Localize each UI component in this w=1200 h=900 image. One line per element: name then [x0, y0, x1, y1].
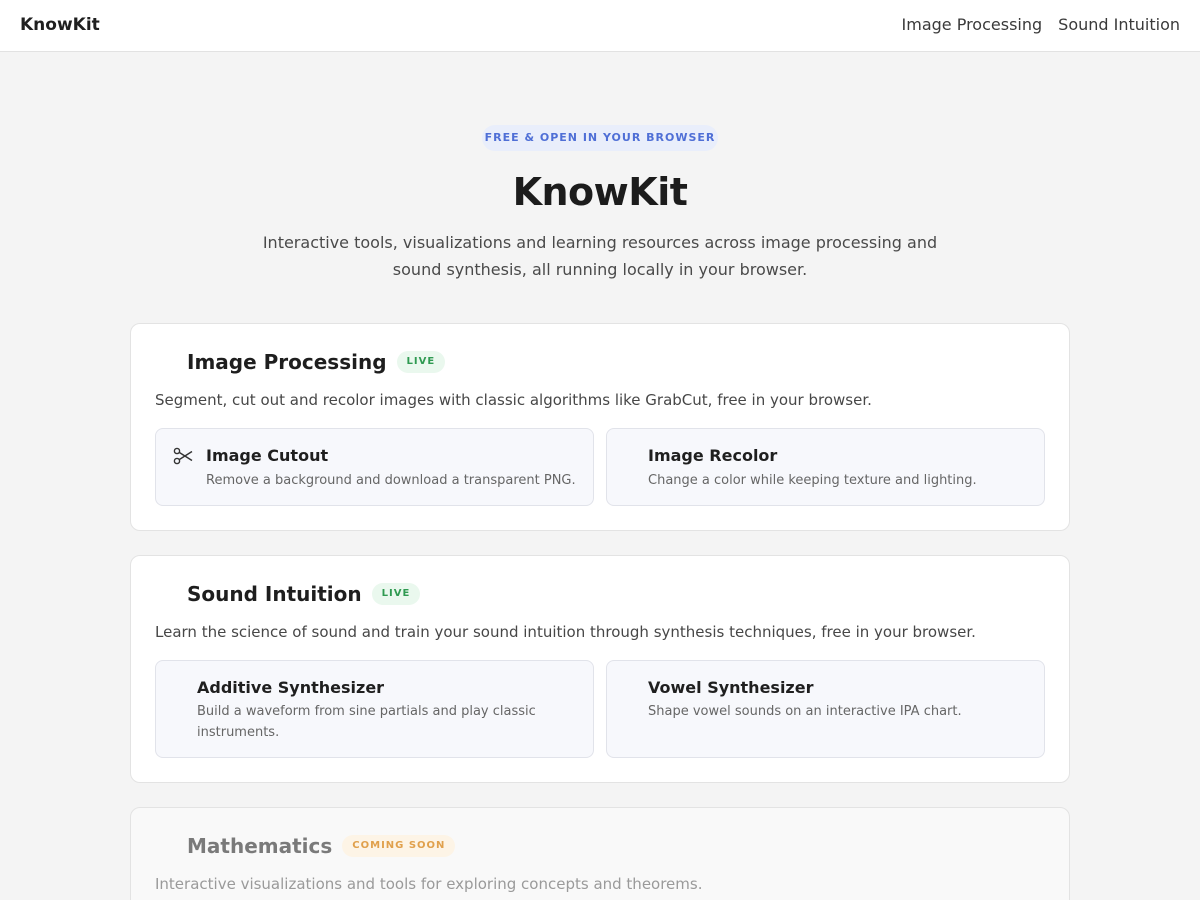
card-title: Image Cutout: [206, 446, 329, 465]
status-badge: LIVE: [397, 351, 446, 373]
section-title: Sound Intuition: [187, 582, 362, 606]
nav-link-sound-intuition[interactable]: Sound Intuition: [1058, 15, 1180, 34]
nav-link-image-processing[interactable]: Image Processing: [901, 15, 1043, 34]
section-mathematics: [130, 807, 1070, 900]
hero-subtitle: Interactive tools, visualizations and learning resources across image processing and sound synthesis, all running locally in your browser.: [262, 233, 938, 279]
tool-card-vowel-synthesizer[interactable]: [606, 660, 1045, 758]
section-description: Interactive visualizations and tools for exploring concepts and theorems.: [155, 875, 703, 893]
page-title: KnowKit: [512, 170, 688, 214]
hero-tag-pill: FREE & OPEN IN YOUR BROWSER: [482, 125, 718, 151]
card-description: Remove a background and download a transparent PNG.: [206, 473, 576, 488]
status-badge: COMING SOON: [342, 835, 455, 857]
tool-card-image-cutout[interactable]: [155, 428, 594, 506]
section-title: Mathematics: [187, 834, 333, 858]
card-title: Image Recolor: [648, 446, 778, 465]
section-description: Segment, cut out and recolor images with classic algorithms like GrabCut, free in your browser.: [155, 391, 872, 409]
card-description: Change a color while keeping texture and lighting.: [648, 473, 977, 488]
section-description: Learn the science of sound and train your sound intuition through synthesis techniques, free in your browser.: [155, 623, 976, 641]
scissors-icon: [172, 445, 194, 467]
section-sound-intuition: [130, 555, 1070, 783]
brand-logo-text[interactable]: KnowKit: [20, 15, 100, 35]
card-description: Shape vowel sounds on an interactive IPA chart.: [648, 704, 962, 719]
card-title: Vowel Synthesizer: [648, 678, 814, 697]
section-title: Image Processing: [187, 350, 387, 374]
tool-card-additive-synthesizer[interactable]: [155, 660, 594, 758]
tool-card-image-recolor[interactable]: [606, 428, 1045, 506]
top-navbar: [0, 0, 1200, 52]
card-description: Build a waveform from sine partials and play classic instruments.: [197, 704, 536, 740]
status-badge: LIVE: [372, 583, 421, 605]
top-nav: [902, 15, 1180, 34]
section-image-processing: [130, 323, 1070, 531]
card-title: Additive Synthesizer: [197, 678, 385, 697]
